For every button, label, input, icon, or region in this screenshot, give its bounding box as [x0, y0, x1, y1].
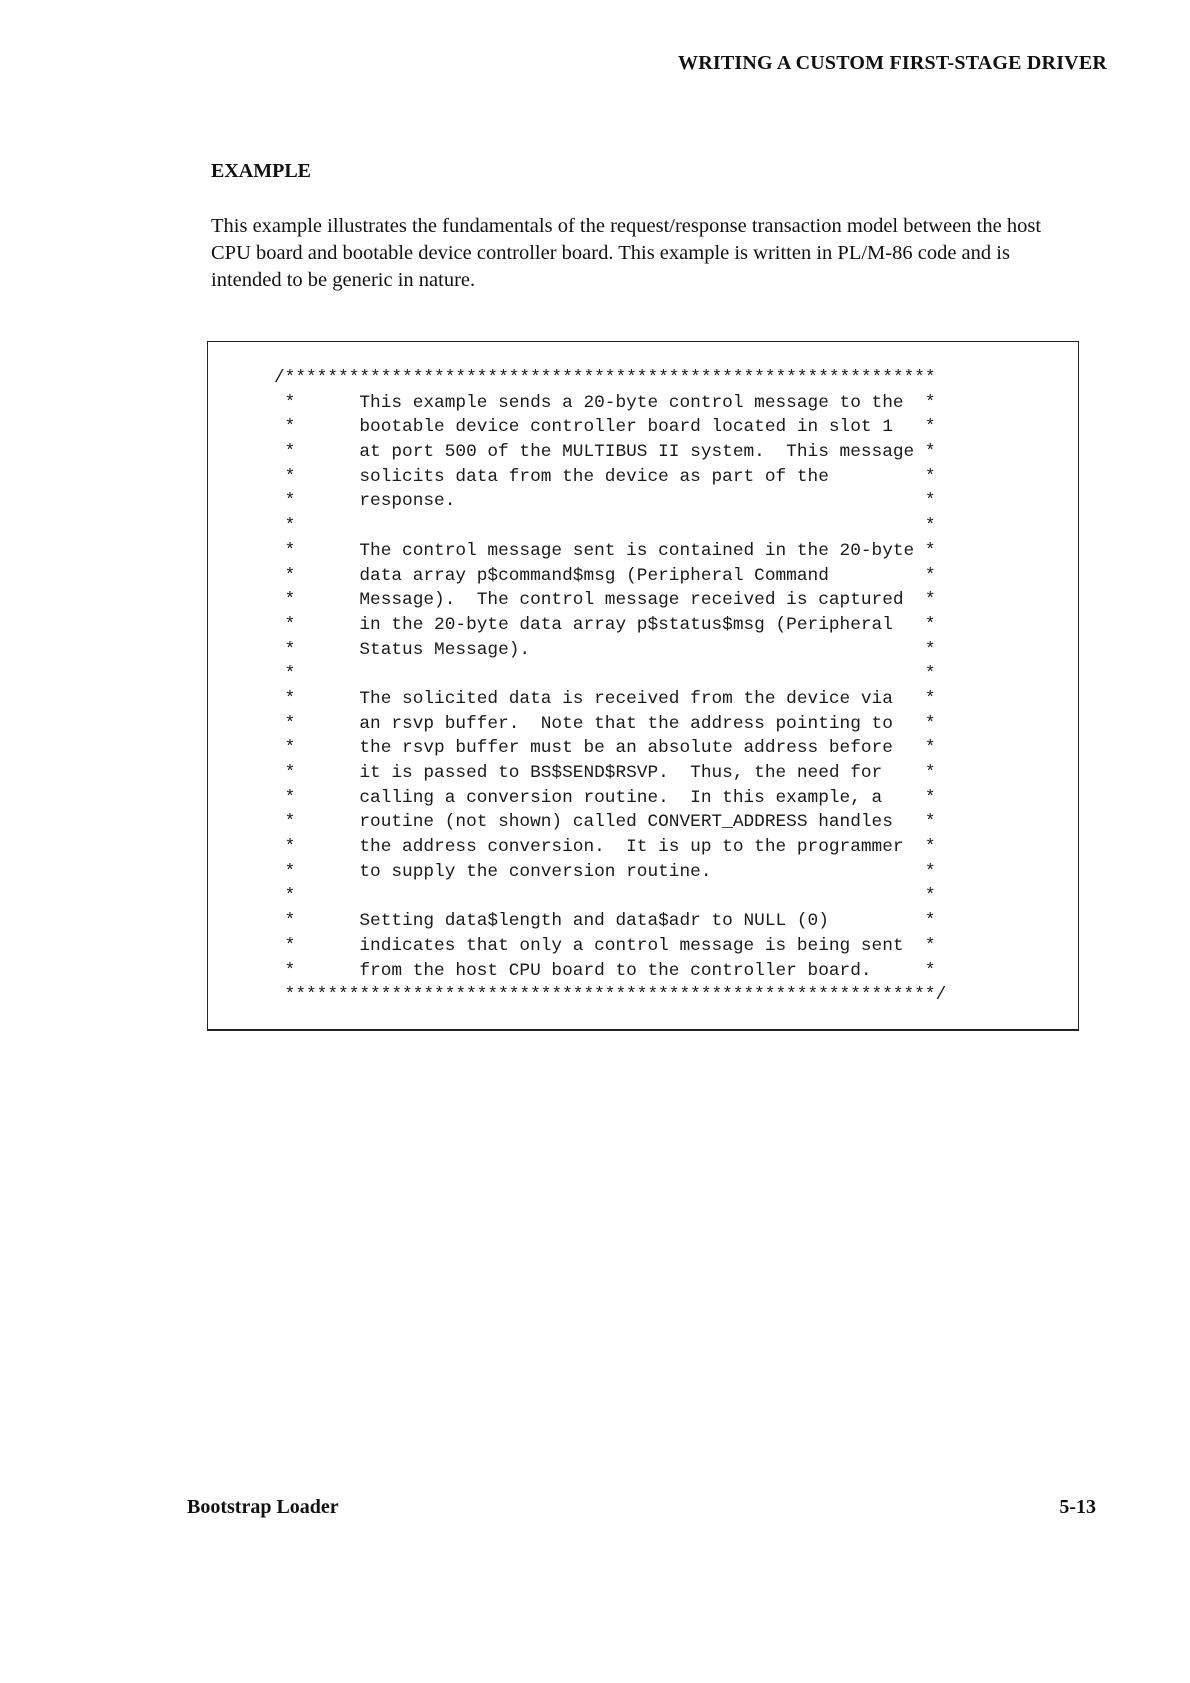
code-line: * Setting data$length and data$adr to NULL (0) *: [274, 911, 936, 932]
intro-paragraph: This example illustrates the fundamentals of the request/response transaction model between the host CPU board and bootable device controller board. This example is written in PL/M-86 code and is intended to be generic in nature.: [211, 215, 1042, 291]
code-line: * data array p$command$msg (Peripheral Command *: [274, 565, 936, 586]
code-block: [274, 366, 946, 1008]
code-line: * from the host CPU board to the controller board. *: [274, 960, 936, 981]
footer-book-title: Bootstrap Loader: [187, 1496, 339, 1518]
code-line: * Message). The control message received is captured *: [274, 590, 936, 611]
code-line: * *: [274, 664, 936, 685]
code-line: * *: [274, 886, 936, 907]
code-line: * routine (not shown) called CONVERT_ADDRESS handles *: [274, 812, 936, 833]
code-line: * solicits data from the device as part of the *: [274, 466, 936, 487]
code-line: *************************************************************/: [274, 985, 947, 1006]
code-line: * it is passed to BS$SEND$RSVP. Thus, the need for *: [274, 763, 936, 783]
code-line: * the address conversion. It is up to the programmer *: [274, 837, 936, 858]
code-line: * This example sends a 20-byte control message to the *: [274, 392, 936, 413]
code-line: * the rsvp buffer must be an absolute address before *: [274, 738, 936, 759]
code-line: * indicates that only a control message is being sent *: [274, 935, 936, 956]
code-line: * at port 500 of the MULTIBUS II system. This message *: [274, 442, 936, 463]
code-line: * Status Message). *: [274, 639, 936, 660]
code-line: * response. *: [274, 491, 936, 512]
section-title: EXAMPLE: [211, 160, 311, 182]
code-line: /*************************************************************: [274, 368, 936, 388]
code-line: * calling a conversion routine. In this example, a *: [274, 787, 936, 808]
code-line: * bootable device controller board located in slot 1 *: [274, 417, 936, 438]
code-line: * an rsvp buffer. Note that the address pointing to *: [274, 713, 936, 734]
code-line: * to supply the conversion routine. *: [274, 861, 936, 882]
code-line: * in the 20-byte data array p$status$msg (Peripheral *: [274, 614, 936, 635]
running-header: WRITING A CUSTOM FIRST-STAGE DRIVER: [678, 52, 1107, 74]
footer-page-number: 5-13: [1059, 1496, 1096, 1518]
code-line: * *: [274, 516, 936, 537]
code-line: * The solicited data is received from the device via *: [274, 688, 936, 709]
code-line: * The control message sent is contained in the 20-byte *: [274, 540, 936, 561]
